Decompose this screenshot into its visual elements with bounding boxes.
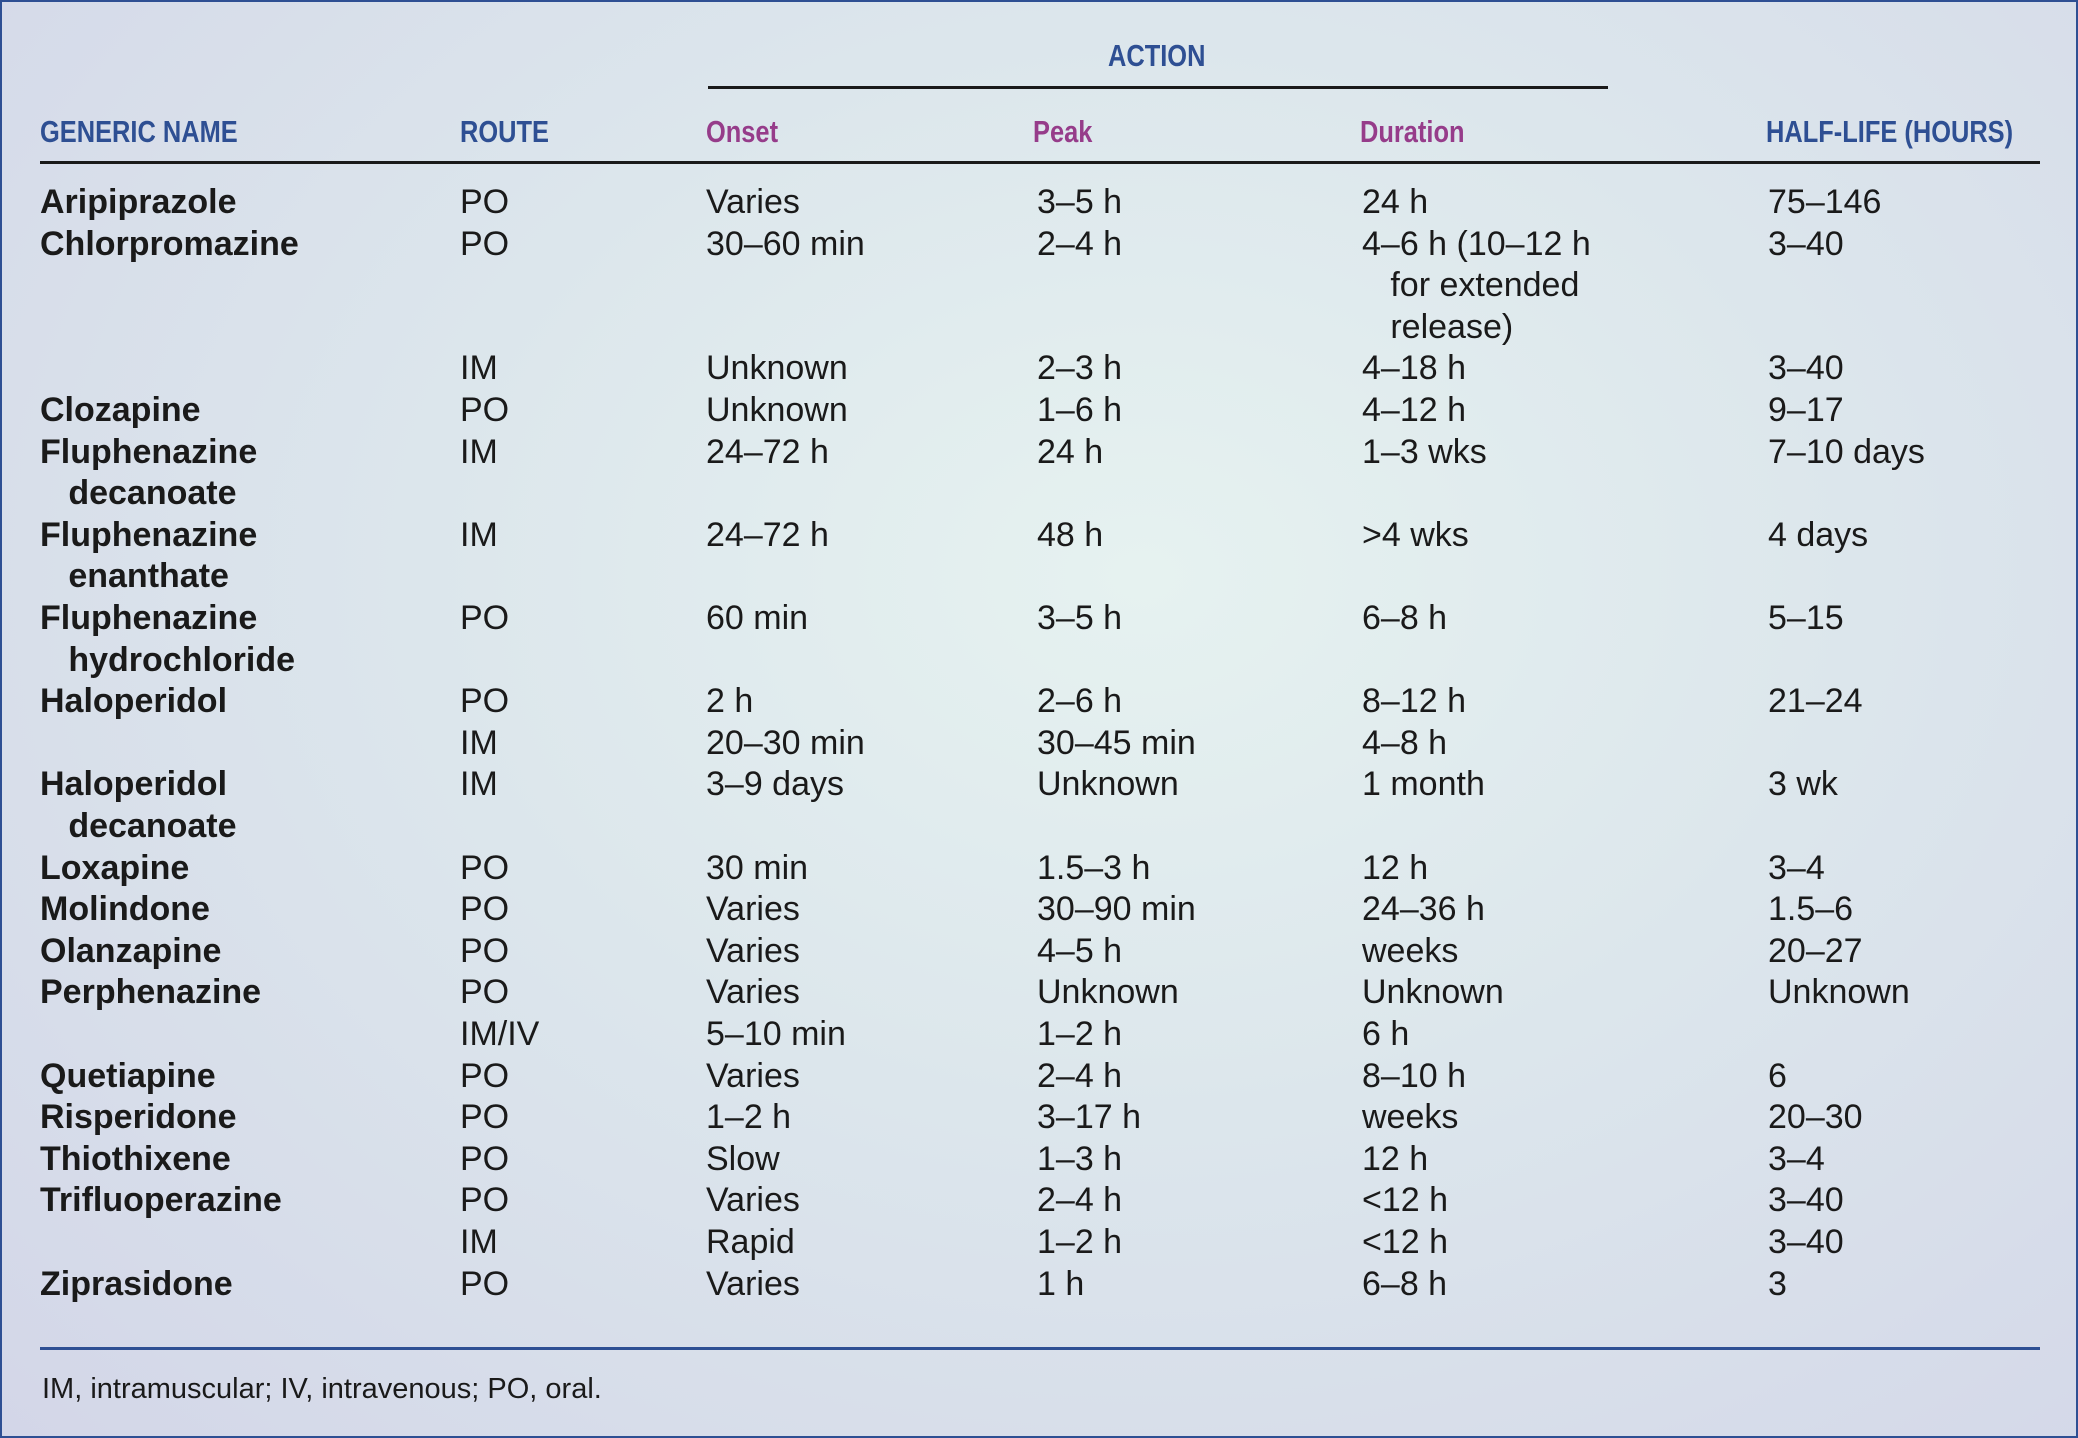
route-cell: IM bbox=[460, 765, 498, 804]
onset-cell: Varies bbox=[706, 1181, 800, 1220]
half-life-cell: 3 bbox=[1768, 1264, 1787, 1303]
duration-cell: 6–8 h bbox=[1362, 599, 1448, 637]
onset-cell: Rapid bbox=[706, 1223, 795, 1261]
onset-cell: 2 h bbox=[706, 682, 754, 721]
duration-cell: 24–36 h bbox=[1362, 890, 1485, 929]
footnote-divider bbox=[40, 1347, 2040, 1350]
route-cell: IM bbox=[460, 349, 498, 388]
route-cell: PO bbox=[460, 224, 510, 263]
peak-cell: 3–5 h bbox=[1037, 599, 1123, 637]
peak-cell: 2–4 h bbox=[1037, 1056, 1123, 1095]
duration-cell: 6 h bbox=[1362, 1015, 1410, 1053]
drug-name: Loxapine bbox=[40, 848, 190, 887]
drug-name: Ziprasidone bbox=[40, 1264, 233, 1303]
peak-cell: Unknown bbox=[1037, 973, 1179, 1012]
duration-cell: 6–8 h bbox=[1362, 1264, 1448, 1303]
route-cell: PO bbox=[460, 1264, 510, 1303]
duration-cell: 1–3 wks bbox=[1362, 432, 1487, 471]
onset-cell: 30 min bbox=[706, 848, 809, 887]
half-life-cell: Unknown bbox=[1768, 973, 1910, 1012]
peak-cell: 1–2 h bbox=[1037, 1223, 1123, 1261]
drug-name: Molindone bbox=[40, 890, 210, 929]
half-life-cell: 21–24 bbox=[1768, 682, 1863, 721]
half-life-cell: 3–4 bbox=[1768, 848, 1825, 887]
duration-cell: 4–6 h (10–12 h for extended release) bbox=[1362, 224, 1591, 346]
half-life-cell: 5–15 bbox=[1768, 599, 1844, 637]
header-peak: Peak bbox=[1033, 114, 1093, 149]
duration-cell: weeks bbox=[1362, 1098, 1459, 1137]
duration-cell: 4–8 h bbox=[1362, 723, 1448, 762]
onset-cell: 24–72 h bbox=[706, 515, 829, 554]
route-cell: IM bbox=[460, 723, 498, 762]
half-life-cell: 3–40 bbox=[1768, 1181, 1844, 1220]
peak-cell: 1.5–3 h bbox=[1037, 848, 1151, 887]
drug-name: Risperidone bbox=[40, 1098, 237, 1137]
onset-cell: Varies bbox=[706, 890, 800, 929]
onset-cell: Varies bbox=[706, 1264, 800, 1303]
drug-name: Clozapine bbox=[40, 391, 201, 429]
onset-cell: Unknown bbox=[706, 391, 848, 429]
header-action: ACTION bbox=[1108, 38, 1206, 73]
route-cell: PO bbox=[460, 890, 510, 929]
route-cell: PO bbox=[460, 682, 510, 721]
peak-cell: 2–3 h bbox=[1037, 349, 1123, 388]
onset-cell: 30–60 min bbox=[706, 224, 865, 263]
route-cell: IM/IV bbox=[460, 1015, 540, 1053]
drug-name: Fluphenazine enanthate bbox=[40, 515, 258, 596]
drug-name: Perphenazine bbox=[40, 973, 262, 1012]
onset-cell: Slow bbox=[706, 1139, 780, 1178]
duration-cell: 4–12 h bbox=[1362, 391, 1466, 429]
duration-cell: <12 h bbox=[1362, 1181, 1449, 1220]
half-life-cell: 6 bbox=[1768, 1056, 1787, 1095]
peak-cell: Unknown bbox=[1037, 765, 1179, 804]
route-cell: IM bbox=[460, 1223, 498, 1261]
onset-cell: Varies bbox=[706, 183, 800, 221]
route-cell: PO bbox=[460, 1056, 510, 1095]
peak-cell: 3–17 h bbox=[1037, 1098, 1141, 1137]
drug-name: Haloperidol bbox=[40, 682, 228, 721]
peak-cell: 24 h bbox=[1037, 432, 1104, 471]
half-life-cell: 3–40 bbox=[1768, 224, 1844, 263]
half-life-cell: 3–40 bbox=[1768, 349, 1844, 388]
onset-cell: Unknown bbox=[706, 349, 848, 388]
peak-cell: 30–45 min bbox=[1037, 723, 1196, 762]
header-duration: Duration bbox=[1360, 114, 1465, 149]
duration-cell: 4–18 h bbox=[1362, 349, 1466, 388]
onset-cell: Varies bbox=[706, 1056, 800, 1095]
drug-name: Olanzapine bbox=[40, 931, 222, 970]
half-life-cell: 20–30 bbox=[1768, 1098, 1863, 1137]
peak-cell: 30–90 min bbox=[1037, 890, 1196, 929]
peak-cell: 4–5 h bbox=[1037, 931, 1123, 970]
action-underline bbox=[708, 86, 1608, 89]
onset-cell: 20–30 min bbox=[706, 723, 865, 762]
duration-cell: 8–12 h bbox=[1362, 682, 1466, 721]
half-life-cell: 20–27 bbox=[1768, 931, 1863, 970]
drug-name: Trifluoperazine bbox=[40, 1181, 282, 1220]
onset-cell: 5–10 min bbox=[706, 1015, 846, 1053]
half-life-cell: 9–17 bbox=[1768, 391, 1844, 429]
header-half-life: HALF-LIFE (HOURS) bbox=[1766, 114, 2014, 149]
header-generic-name: GENERIC NAME bbox=[40, 114, 238, 149]
peak-cell: 1–2 h bbox=[1037, 1015, 1123, 1053]
half-life-cell: 4 days bbox=[1768, 515, 1869, 554]
drug-name: Fluphenazine hydrochloride bbox=[40, 599, 296, 679]
onset-cell: 60 min bbox=[706, 599, 809, 637]
half-life-cell: 3–40 bbox=[1768, 1223, 1844, 1261]
duration-cell: 8–10 h bbox=[1362, 1056, 1466, 1095]
duration-cell: >4 wks bbox=[1362, 515, 1469, 554]
duration-cell: 24 h bbox=[1362, 183, 1429, 221]
duration-cell: weeks bbox=[1362, 931, 1459, 970]
duration-cell: 12 h bbox=[1362, 1139, 1429, 1178]
onset-cell: 3–9 days bbox=[706, 765, 844, 804]
duration-cell: <12 h bbox=[1362, 1223, 1449, 1261]
duration-cell: Unknown bbox=[1362, 973, 1504, 1012]
half-life-cell: 3 wk bbox=[1768, 765, 1838, 804]
peak-cell: 2–6 h bbox=[1037, 682, 1123, 721]
onset-cell: 1–2 h bbox=[706, 1098, 792, 1137]
peak-cell: 2–4 h bbox=[1037, 224, 1123, 263]
half-life-cell: 75–146 bbox=[1768, 183, 1882, 221]
peak-cell: 1–6 h bbox=[1037, 391, 1123, 429]
drug-name: Quetiapine bbox=[40, 1056, 216, 1095]
duration-cell: 12 h bbox=[1362, 848, 1429, 887]
route-cell: PO bbox=[460, 1139, 510, 1178]
drug-name: Chlorpromazine bbox=[40, 224, 299, 263]
route-cell: IM bbox=[460, 515, 498, 554]
header-underline bbox=[40, 161, 2040, 164]
route-cell: PO bbox=[460, 973, 510, 1012]
route-cell: PO bbox=[460, 1181, 510, 1220]
onset-cell: 24–72 h bbox=[706, 432, 829, 471]
drug-name: Fluphenazine decanoate bbox=[40, 432, 258, 513]
half-life-cell: 1.5–6 bbox=[1768, 890, 1854, 929]
route-cell: PO bbox=[460, 599, 510, 637]
header-route: ROUTE bbox=[460, 114, 549, 149]
header-onset: Onset bbox=[706, 114, 779, 149]
route-cell: PO bbox=[460, 391, 510, 429]
drug-name: Aripiprazole bbox=[40, 183, 237, 221]
half-life-cell: 7–10 days bbox=[1768, 432, 1925, 471]
route-cell: PO bbox=[460, 848, 510, 887]
peak-cell: 2–4 h bbox=[1037, 1181, 1123, 1220]
onset-cell: Varies bbox=[706, 931, 800, 970]
peak-cell: 1–3 h bbox=[1037, 1139, 1123, 1178]
half-life-cell: 3–4 bbox=[1768, 1139, 1825, 1178]
peak-cell: 3–5 h bbox=[1037, 183, 1123, 221]
duration-cell: 1 month bbox=[1362, 765, 1485, 804]
footnote: IM, intramuscular; IV, intravenous; PO, oral. bbox=[42, 1373, 602, 1405]
peak-cell: 1 h bbox=[1037, 1264, 1085, 1303]
route-cell: IM bbox=[460, 432, 498, 471]
route-cell: PO bbox=[460, 183, 510, 221]
drug-name: Thiothixene bbox=[40, 1139, 231, 1178]
drug-name: Haloperidol decanoate bbox=[40, 765, 237, 845]
route-cell: PO bbox=[460, 931, 510, 970]
route-cell: PO bbox=[460, 1098, 510, 1137]
peak-cell: 48 h bbox=[1037, 515, 1104, 554]
onset-cell: Varies bbox=[706, 973, 800, 1012]
